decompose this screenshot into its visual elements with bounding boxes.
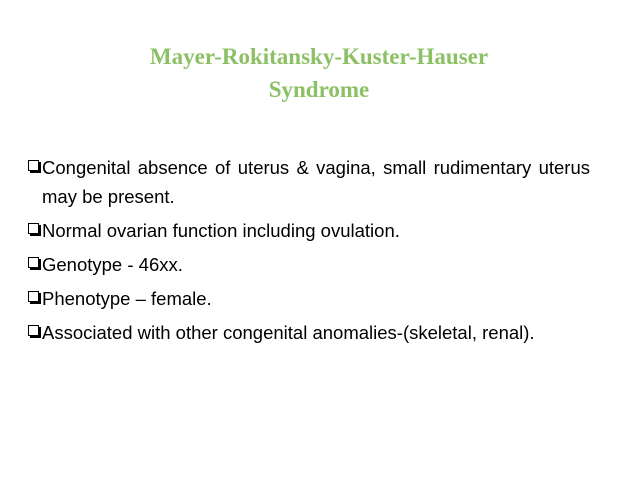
checkbox-icon — [28, 291, 39, 302]
bullet-text: Genotype - 46xx. — [42, 254, 183, 275]
slide-title — [40, 40, 598, 106]
bullet-item — [30, 153, 590, 211]
bullet-text: Normal ovarian function including ovulation. — [42, 220, 400, 241]
bullet-text: Congenital absence of uterus & vagina, small rudimentary uterus may be present. — [42, 157, 590, 207]
checkbox-icon — [28, 325, 39, 336]
bullet-item — [30, 216, 590, 245]
bullet-item — [30, 250, 590, 279]
checkbox-icon — [28, 160, 39, 171]
checkbox-icon — [28, 257, 39, 268]
bullet-text: Phenotype – female. — [42, 288, 212, 309]
bullet-item — [30, 318, 590, 347]
bullet-list — [30, 153, 590, 352]
bullet-item — [30, 284, 590, 313]
bullet-text: Associated with other congenital anomalies-(skeletal, renal). — [42, 322, 535, 343]
slide-title-line-1: Mayer-Rokitansky-Kuster-Hauser — [149, 44, 489, 69]
slide-title-line-2: Syndrome — [268, 77, 370, 102]
checkbox-icon — [28, 223, 39, 234]
